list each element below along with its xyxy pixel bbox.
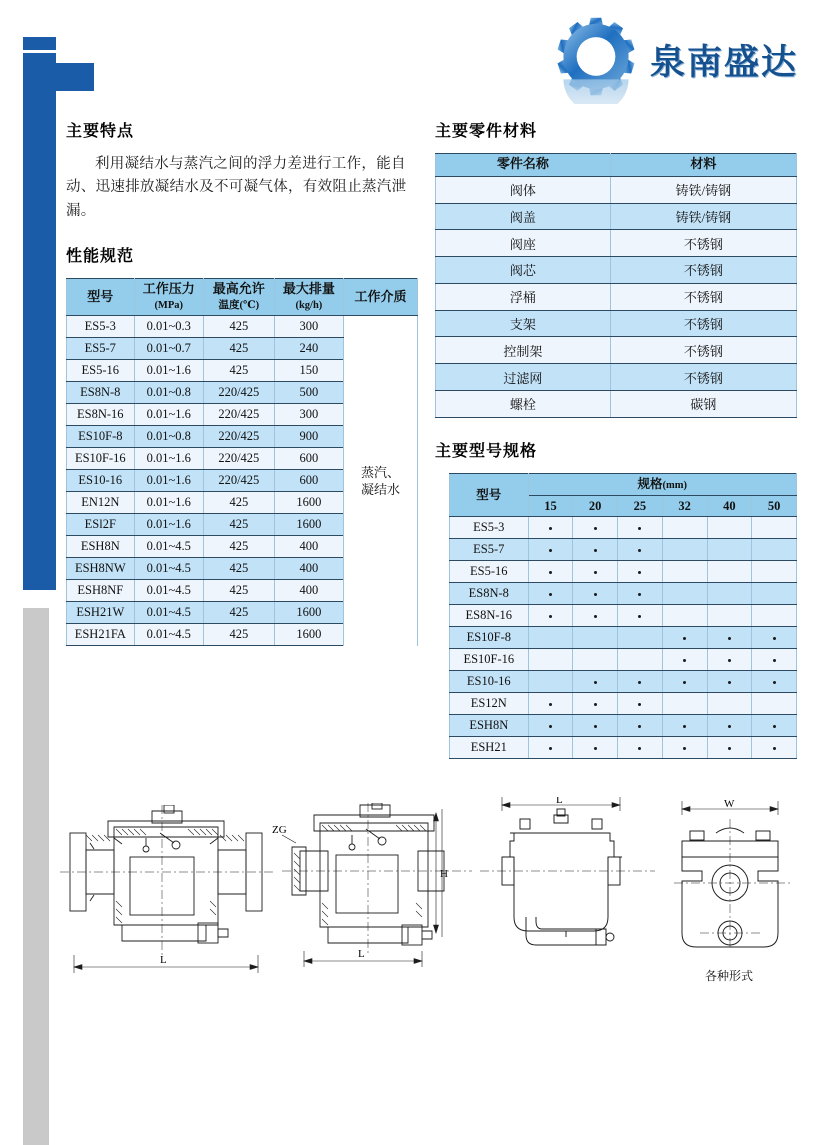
cell-size-20 [573,693,618,715]
cell-model: ES5-16 [67,360,135,382]
cell-model: ESH21FA [67,624,135,646]
cell-size-15 [528,715,573,737]
cell-size-15 [528,539,573,561]
cell-pressure: 0.01~4.5 [134,624,203,646]
cell-size-15 [528,561,573,583]
availability-dot-icon [683,747,686,750]
availability-dot-icon [728,681,731,684]
cell-model: ES5-16 [450,561,529,583]
table-row [436,310,797,337]
table-row [450,517,797,539]
cell-material: 铸铁/铸钢 [610,176,796,203]
materials-table-body [436,176,797,417]
col-size-40: 40 [707,495,752,516]
table-row [436,283,797,310]
table-row [450,561,797,583]
cell-size-32 [662,693,707,715]
availability-dot-icon [638,681,641,684]
table-row [436,203,797,230]
availability-dot-icon [683,659,686,662]
cell-model: ES10F-16 [450,649,529,671]
cell-size-32 [662,583,707,605]
performance-table [66,278,418,646]
cell-material: 不锈钢 [610,310,796,337]
cell-model: ESH8NF [67,580,135,602]
cell-size-50 [752,693,797,715]
availability-dot-icon [549,615,552,618]
cell-size-32 [662,539,707,561]
cell-size-15 [528,693,573,715]
performance-heading: 性能规范 [66,248,135,266]
table-row [450,583,797,605]
cell-size-20 [573,627,618,649]
cell-temp: 425 [203,514,274,536]
cell-pressure: 0.01~1.6 [134,514,203,536]
cell-temp: 425 [203,536,274,558]
availability-dot-icon [549,703,552,706]
availability-dot-icon [683,637,686,640]
cell-size-25 [618,737,663,759]
table-row [450,627,797,649]
cell-size-40 [707,605,752,627]
cell-size-50 [752,539,797,561]
table-row [436,176,797,203]
availability-dot-icon [638,747,641,750]
cell-part: 浮桶 [436,283,611,310]
cell-size-20 [573,517,618,539]
cell-size-50 [752,649,797,671]
cell-capacity: 150 [274,360,343,382]
cell-capacity: 300 [274,404,343,426]
col-size-15: 15 [528,495,573,516]
cell-pressure: 0.01~1.6 [134,492,203,514]
cell-size-50 [752,517,797,539]
dimension-label-L: L [160,954,167,966]
availability-dot-icon [638,725,641,728]
cell-model: ES8N-16 [67,404,135,426]
cell-size-32 [662,737,707,759]
col-size-25: 25 [618,495,663,516]
blue-accent-arm [56,63,94,91]
cell-part: 控制架 [436,337,611,364]
cell-size-32 [662,517,707,539]
cell-model: ES10F-8 [67,426,135,448]
cell-size-32 [662,561,707,583]
col-capacity: 最大排量 (kg/h) [274,279,343,316]
cell-size-15 [528,605,573,627]
cell-temp: 425 [203,360,274,382]
cell-pressure: 0.01~4.5 [134,536,203,558]
cell-size-15 [528,517,573,539]
cell-material: 不锈钢 [610,283,796,310]
table-header-row [450,473,797,495]
cell-size-50 [752,583,797,605]
cell-model: ES8N-8 [450,583,529,605]
table-row [450,539,797,561]
cell-size-25 [618,605,663,627]
cell-model: ESH8N [450,715,529,737]
cell-part: 过滤网 [436,364,611,391]
cell-size-20 [573,605,618,627]
cell-capacity: 500 [274,382,343,404]
cell-size-40 [707,539,752,561]
specifications-heading: 主要型号规格 [435,442,538,460]
col-media: 工作介质 [344,279,418,316]
cell-size-40 [707,649,752,671]
cell-pressure: 0.01~1.6 [134,360,203,382]
cell-size-20 [573,737,618,759]
availability-dot-icon [773,637,776,640]
availability-dot-icon [638,703,641,706]
cell-temp: 425 [203,558,274,580]
cell-pressure: 0.01~4.5 [134,602,203,624]
cell-model: ES10-16 [67,470,135,492]
cell-model: ES5-3 [67,316,135,338]
cell-part: 支架 [436,310,611,337]
cell-model: ESH21W [67,602,135,624]
cell-part: 螺栓 [436,390,611,417]
cell-size-50 [752,715,797,737]
materials-table [435,153,797,418]
cell-size-20 [573,671,618,693]
availability-dot-icon [594,593,597,596]
materials-table-head [436,154,797,177]
cell-size-32 [662,627,707,649]
brand-name: 泉南盛达 [649,43,798,82]
table-row [436,364,797,391]
cell-capacity: 900 [274,426,343,448]
cell-material: 不锈钢 [610,337,796,364]
cell-pressure: 0.01~0.7 [134,338,203,360]
cell-model: ESl2F [67,514,135,536]
cell-size-40 [707,583,752,605]
cell-size-40 [707,517,752,539]
cell-pressure: 0.01~1.6 [134,448,203,470]
cell-pressure: 0.01~1.6 [134,470,203,492]
table-row [450,693,797,715]
cell-size-40 [707,627,752,649]
dimension-label-L: L [556,797,563,806]
cell-pressure: 0.01~4.5 [134,580,203,602]
cell-material: 碳钢 [610,390,796,417]
cell-media: 蒸汽、 凝结水 [344,316,418,646]
cell-material: 不锈钢 [610,364,796,391]
availability-dot-icon [594,571,597,574]
cell-size-20 [573,583,618,605]
availability-dot-icon [549,527,552,530]
cell-model: ES10-16 [450,671,529,693]
availability-dot-icon [549,593,552,596]
cell-model: ES5-3 [450,517,529,539]
cell-size-40 [707,561,752,583]
cell-model: EN12N [67,492,135,514]
cell-pressure: 0.01~4.5 [134,558,203,580]
cell-size-32 [662,671,707,693]
cell-size-15 [528,671,573,693]
availability-dot-icon [728,637,731,640]
cell-pressure: 0.01~0.8 [134,382,203,404]
cell-size-40 [707,715,752,737]
blue-accent-stem [23,53,56,590]
cell-material: 不锈钢 [610,230,796,257]
cell-size-40 [707,671,752,693]
cell-capacity: 1600 [274,514,343,536]
thread-label-ZG: ZG [272,824,287,836]
col-model: 型号 [450,473,529,516]
availability-dot-icon [773,747,776,750]
cell-size-32 [662,605,707,627]
cell-temp: 425 [203,492,274,514]
cell-model: ESH21 [450,737,529,759]
specifications-table [449,473,797,759]
availability-dot-icon [594,527,597,530]
cell-size-20 [573,539,618,561]
availability-dot-icon [594,681,597,684]
col-pressure: 工作压力 (MPa) [134,279,203,316]
cell-capacity: 1600 [274,624,343,646]
table-row [436,337,797,364]
cell-size-15 [528,649,573,671]
cell-size-40 [707,693,752,715]
table-row [67,316,418,338]
cell-part: 阀芯 [436,257,611,284]
cell-model: ES10F-8 [450,627,529,649]
cell-model: ES5-7 [450,539,529,561]
availability-dot-icon [549,549,552,552]
table-header-row [436,154,797,177]
cell-temp: 220/425 [203,448,274,470]
cell-size-32 [662,649,707,671]
cell-size-15 [528,737,573,759]
cell-size-50 [752,561,797,583]
availability-dot-icon [594,703,597,706]
cell-size-25 [618,649,663,671]
col-size-group: 规格(mm) [528,473,796,495]
cell-temp: 425 [203,580,274,602]
availability-dot-icon [638,571,641,574]
right-column [435,118,803,759]
cell-size-25 [618,715,663,737]
table-row [436,390,797,417]
availability-dot-icon [728,725,731,728]
drawing-front-view [660,797,805,992]
dimension-label-L: L [358,948,365,960]
availability-dot-icon [594,615,597,618]
cell-capacity: 600 [274,470,343,492]
gray-accent-bar [23,608,49,1145]
cell-size-25 [618,671,663,693]
col-material: 材料 [610,154,796,177]
cell-size-25 [618,539,663,561]
cell-model: ESH8N [67,536,135,558]
cell-size-50 [752,671,797,693]
cell-size-25 [618,517,663,539]
features-heading: 主要特点 [66,123,135,140]
materials-heading: 主要零件材料 [435,123,538,140]
cell-material: 不锈钢 [610,257,796,284]
performance-table-head [67,279,418,316]
cell-temp: 425 [203,602,274,624]
left-column [66,118,418,646]
cell-size-15 [528,583,573,605]
col-temperature: 最高允许 温度(℃) [203,279,274,316]
col-size-50: 50 [752,495,797,516]
table-row [450,605,797,627]
cell-size-20 [573,649,618,671]
cell-size-25 [618,561,663,583]
table-row [436,257,797,284]
dimension-label-W: W [724,798,735,810]
cell-temp: 220/425 [203,404,274,426]
drawing-threaded-section [270,803,485,993]
cell-temp: 220/425 [203,470,274,492]
cell-capacity: 1600 [274,602,343,624]
cell-model: ES5-7 [67,338,135,360]
availability-dot-icon [549,571,552,574]
drawing-flanged-section [60,805,275,990]
cell-capacity: 240 [274,338,343,360]
cell-capacity: 400 [274,536,343,558]
availability-dot-icon [638,593,641,596]
performance-table-body [67,316,418,646]
col-size-32: 32 [662,495,707,516]
drawing-side-view [480,797,655,992]
cell-size-20 [573,715,618,737]
features-text: 利用凝结水与蒸汽之间的浮力差进行工作，能自动、迅速排放凝结水及不可凝气体，有效阻止蒸汽泄漏。 [66,156,407,219]
cell-temp: 220/425 [203,426,274,448]
availability-dot-icon [683,681,686,684]
cell-pressure: 0.01~0.3 [134,316,203,338]
col-part-name: 零件名称 [436,154,611,177]
cell-part: 阀座 [436,230,611,257]
table-row [436,230,797,257]
cell-size-25 [618,583,663,605]
table-row [450,671,797,693]
cell-model: ES8N-8 [67,382,135,404]
cell-size-32 [662,715,707,737]
availability-dot-icon [549,725,552,728]
availability-dot-icon [594,725,597,728]
availability-dot-icon [549,747,552,750]
drawings-caption: 各种形式 [705,969,754,983]
cell-size-20 [573,561,618,583]
table-row [450,737,797,759]
cell-temp: 220/425 [203,382,274,404]
gear-icon [552,16,640,104]
cell-capacity: 400 [274,558,343,580]
availability-dot-icon [773,725,776,728]
availability-dot-icon [773,659,776,662]
availability-dot-icon [594,549,597,552]
cell-size-15 [528,627,573,649]
table-row [450,649,797,671]
availability-dot-icon [728,747,731,750]
availability-dot-icon [594,747,597,750]
cell-size-40 [707,737,752,759]
cell-model: ES8N-16 [450,605,529,627]
cell-capacity: 600 [274,448,343,470]
cell-model: ES10F-16 [67,448,135,470]
cell-size-25 [618,627,663,649]
cell-capacity: 300 [274,316,343,338]
availability-dot-icon [638,549,641,552]
cell-temp: 425 [203,316,274,338]
cell-part: 阀盖 [436,203,611,230]
availability-dot-icon [638,615,641,618]
table-row [450,715,797,737]
cell-model: ESH8NW [67,558,135,580]
col-model: 型号 [67,279,135,316]
cell-part: 阀体 [436,176,611,203]
cell-temp: 425 [203,338,274,360]
cell-size-50 [752,737,797,759]
cell-model: ES12N [450,693,529,715]
availability-dot-icon [683,725,686,728]
cell-temp: 425 [203,624,274,646]
cell-material: 铸铁/铸钢 [610,203,796,230]
cell-pressure: 0.01~1.6 [134,404,203,426]
cell-capacity: 1600 [274,492,343,514]
blue-accent-cap [23,37,56,50]
col-size-20: 20 [573,495,618,516]
dimension-label-H: H [440,868,448,880]
cell-capacity: 400 [274,580,343,602]
availability-dot-icon [773,681,776,684]
cell-size-50 [752,605,797,627]
drawings-area [60,795,805,1000]
table-header-row [67,279,418,316]
availability-dot-icon [638,527,641,530]
cell-size-25 [618,693,663,715]
specifications-table-head [450,473,797,516]
cell-size-50 [752,627,797,649]
availability-dot-icon [728,659,731,662]
specifications-table-body [450,517,797,759]
cell-pressure: 0.01~0.8 [134,426,203,448]
brand-logo [552,14,798,106]
